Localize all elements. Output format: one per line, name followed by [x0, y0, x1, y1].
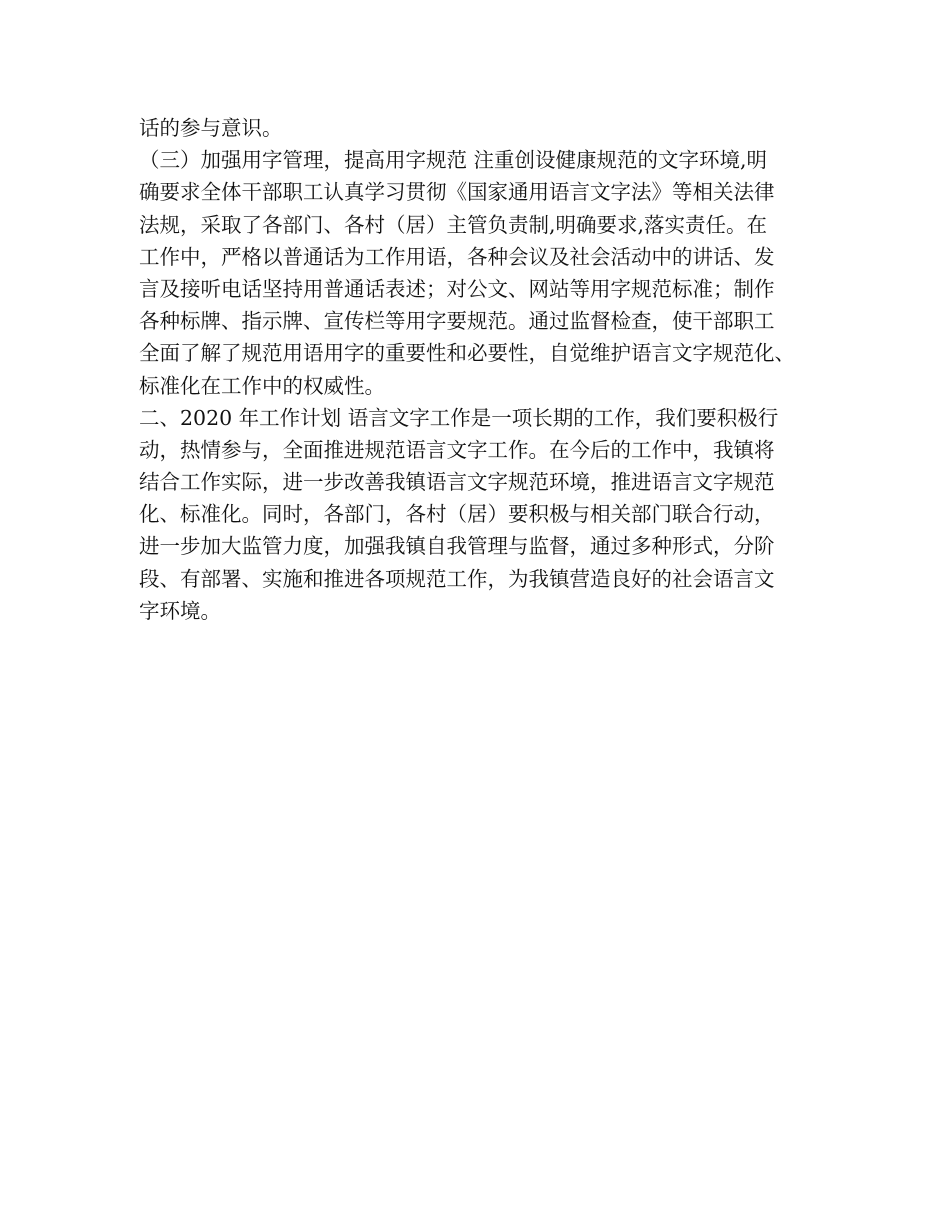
text-line: 确要求全体干部职工认真学习贯彻《国家通用语言文字法》等相关法律 [139, 180, 775, 205]
text-line: 结合工作实际，进一步改善我镇语言文字规范环境，推进语言文字规范 [139, 470, 775, 495]
text-line: （三）加强用字管理，提高用字规范 注重创设健康规范的文字环境,明 [139, 148, 768, 173]
text-line: 进一步加大监管力度，加强我镇自我管理与监督，通过多种形式，分阶 [139, 534, 775, 559]
text-line: 言及接听电话坚持用普通话表述；对公文、网站等用字规范标准；制作 [139, 276, 775, 301]
text-line: 化、标准化。同时，各部门，各村（居）要积极与相关部门联合行动， [139, 502, 775, 527]
text-line: 话的参与意识。 [139, 116, 283, 140]
text-line: 动，热情参与，全面推进规范语言文字工作。在今后的工作中，我镇将 [139, 437, 775, 462]
text-line: 标准化在工作中的权威性。 [139, 373, 385, 398]
text-line: 字环境。 [139, 598, 221, 623]
text-line: 二、2020 年工作计划 语言文字工作是一项长期的工作，我们要积极行 [139, 405, 779, 430]
text-line: 法规，采取了各部门、各村（居）主管负责制,明确要求,落实责任。在 [139, 212, 768, 237]
text-line: 全面了解了规范用语用字的重要性和必要性，自觉维护语言文字规范化、 [139, 341, 795, 366]
text-line: 段、有部署、实施和推进各项规范工作，为我镇营造良好的社会语言文 [139, 566, 775, 591]
text-line: 工作中，严格以普通话为工作用语，各种会议及社会活动中的讲话、发 [139, 244, 775, 269]
document-body [139, 112, 839, 627]
text-line: 各种标牌、指示牌、宣传栏等用字要规范。通过监督检查，使干部职工 [139, 309, 775, 334]
